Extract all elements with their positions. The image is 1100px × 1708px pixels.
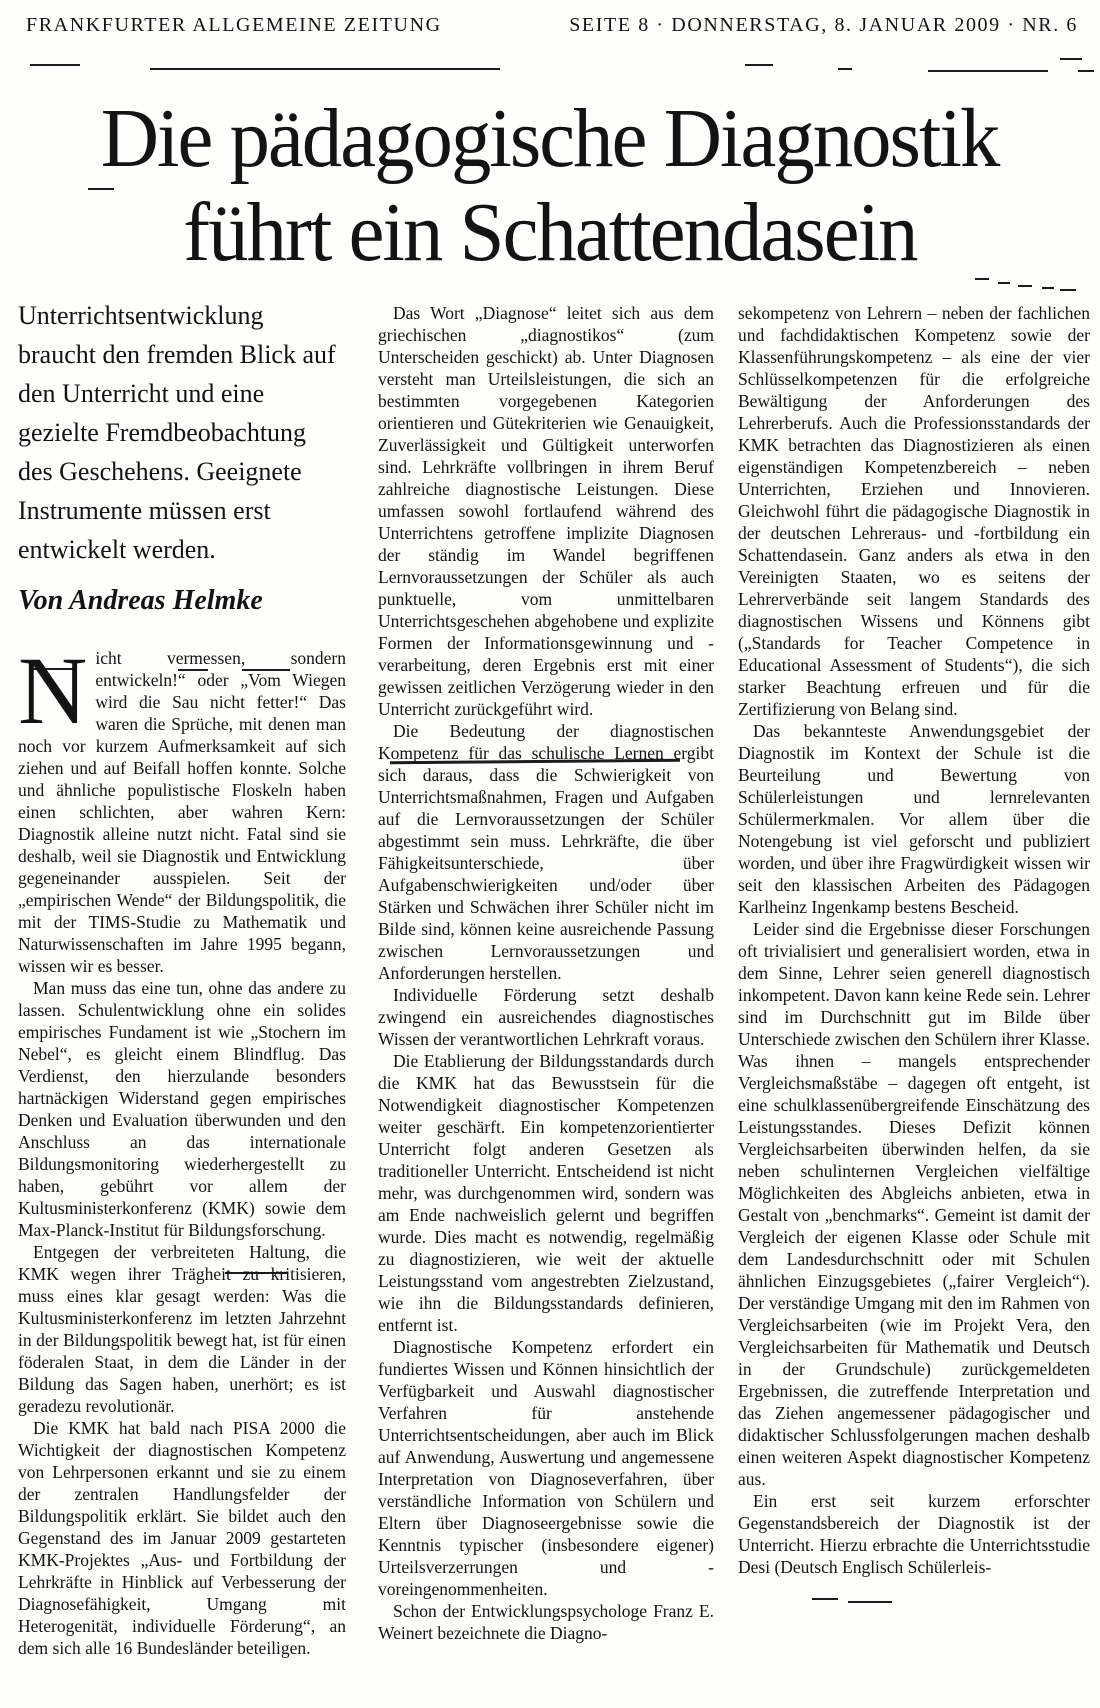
masthead	[26, 14, 1078, 37]
scan-artifact-line	[30, 64, 80, 66]
article-headline	[0, 92, 1100, 280]
article-paragraph: Entgegen der verbreiteten Haltung, die KMK wegen ihrer Trägheit zu kritisieren, muss eines klar gesagt werden: Was die Kultusministerkonferenz im letzten Jahrzehnt in der Bildungspolitik bewegt hat, ist für einen föderalen Staat, in dem die Länder in der Bildung das Sagen haben, unerhört; es ist geradezu revolutionär.	[18, 1242, 346, 1416]
masthead-issue-info: SEITE 8 · DONNERSTAG, 8. JANUAR 2009 · NR. 6	[569, 14, 1078, 36]
column-right	[738, 288, 1090, 1708]
masthead-paper-name: FRANKFURTER ALLGEMEINE ZEITUNG	[26, 14, 442, 36]
article-paragraph: Die Bedeutung der diagnostischen Kompetenz für das schulische Lernen ergibt sich daraus, dass die Schwierigkeit von Unterrichtsmaßnahmen, Fragen und Aufgaben auf die Lernvoraussetzungen der Schüler abgestimmt sein muss. Lehrkräfte, die über Fähigkeitsunterschiede, über Aufgabenschwierigkeiten und/oder über Stärken und Schwächen ihrer Schüler nicht im Bilde sind, können keine ausreichende Passung zwischen Lernvoraussetzungen und Anforderungen herstellen.	[378, 721, 714, 983]
article-paragraph: Nicht vermessen, sondern entwickeln!“ oder „Vom Wiegen wird die Sau nicht fetter!“ Das waren die Sprüche, mit denen man noch vor kurzem Aufmerksamkeit auf sich ziehen und auf Beifall hoffen konnte. Solche und ähnliche populistische Floskeln haben einen schlichten, aber wahren Kern: Diagnostik alleine nutzt nicht. Fatal sind sie deshalb, weil sie Diagnostik und Entwicklung gegeneinander ausspielen. Seit der „empirischen Wende“ der Bildungspolitik, die mit der TIMS-Studie zu Mathematik und Naturwissenschaften im Jahre 1995 begann, wissen wir es besser.	[18, 637, 346, 976]
column-middle-body	[378, 302, 714, 1644]
article-paragraph: Die KMK hat bald nach PISA 2000 die Wichtigkeit der diagnostischen Kompetenz von Lehrpersonen erkannt und sie zu einem der zentralen Handlungsfelder der Bildungspolitik erklärt. Sie bildet auch den Gegenstand des im Januar 2009 gestarteten KMK-Projektes „Aus- und Fortbildung der Lehrkräfte in Hinblick auf Verbesserung der Diagnosefähigkeit, Umgang mit Heterogenität, individuelle Förderung“, an dem sich alle 16 Bundesländer beteiligen.	[18, 1418, 346, 1658]
scan-artifact-line	[745, 64, 773, 66]
article-paragraph: Diagnostische Kompetenz erfordert ein fundiertes Wissen und Können hinsichtlich der Verfügbarkeit und Auswahl diagnostischer Verfahren für anstehende Unterrichtsentscheidungen, aber auch im Blick auf Anwendung, Auswertung und angemessene Interpretation von Diagnoseverfahren, über verständliche Information von Schülern und Eltern über Diagnoseergebnisse sowie die Kenntnis typischer (insbesondere eigener) Urteilsverzerrungen und -voreingenommenheiten.	[378, 1337, 714, 1599]
scan-artifact-line	[975, 278, 989, 280]
article-paragraph: sekompetenz von Lehrern – neben der fachlichen und fachdidaktischen Kompetenz sowie der Klassenführungskompetenz – als eine der vier Schlüsselkompetenzen für die erfolgreiche Bewältigung der Anforderungen des Lehrerberufs. Auch die Professionsstandards der KMK betrachten das Diagnostizieren als einen eigenständigen Kompetenzbereich – neben Unterrichten, Erziehen und Innovieren. Gleichwohl führt die pädagogische Diagnostik in der deutschen Lehreraus- und -fortbildung ein Schattendasein. Ganz anders als etwa in den Vereinigten Staaten, wo es seitens der Lehrerverbände seit langem Standards des diagnostischen Wissens und Könnens gibt („Standards for Teacher Competence in Educational Assessment of Students“), die sich starker Beachtung erfreuen und für die Zertifizierung von Belang sind.	[738, 303, 1090, 719]
scan-artifact-line	[1078, 70, 1094, 72]
article-paragraph: Individuelle Förderung setzt deshalb zwingend ein ausreichendes diagnostisches Wissen der verantwortlichen Lehrkraft voraus.	[378, 985, 714, 1049]
standfirst: Unterrichtsentwicklung braucht den fremden Blick auf den Unterricht und eine gezielte Fremdbeobachtung des Geschehens. Geeignete Instrumente müssen erst entwickelt werden.	[18, 301, 336, 564]
scan-artifact-line	[838, 68, 852, 70]
scan-artifact-line	[1018, 285, 1032, 287]
scan-artifact-line	[150, 68, 500, 70]
scan-artifact-line	[1060, 58, 1082, 60]
article-paragraph: Das Wort „Diagnose“ leitet sich aus dem griechischen „diagnostikos“ (zum Unterscheiden geschickt) ab. Unter Diagnosen versteht man Urteilsleistungen, die sich an bestimmten vorgegebenen Kategorien orientieren und Gütekriterien wie Genauigkeit, Zuverlässigkeit und Gültigkeit unterworfen sind. Lehrkräfte vollbringen in ihrem Beruf zahlreiche diagnostische Leistungen. Diese umfassen sowohl fortlaufend während des Unterrichtens getroffene implizite Diagnosen der ständig im Wandel begriffenen Lernvoraussetzungen der Schüler als auch punktuelle, vom unmittelbaren Unterrichtsgeschehen abgehobene und explizite Formen der Informationsgewinnung und -verarbeitung, deren Ergebnis erst mit einer gewissen zeitlichen Verzögerung wieder in den Unterricht zurückgeführt wird.	[378, 303, 714, 719]
column-right-body	[738, 302, 1090, 1578]
article-columns	[18, 288, 1090, 1708]
article-paragraph: Man muss das eine tun, ohne das andere zu lassen. Schulentwicklung ohne ein solides empirisches Fundament ist wie „Stochern im Nebel“, es gleicht einem Blindflug. Das Verdienst, den hierzulande besonders hartnäckigen Widerstand gegen empirisches Denken und Evaluation überwunden und den Anschluss an das internationale Bildungsmonitoring wiederhergestellt zu haben, gebührt vor allem der Kultusministerkonferenz (KMK) sowie dem Max-Planck-Institut für Bildungsforschung.	[18, 978, 346, 1240]
article-paragraph: Leider sind die Ergebnisse dieser Forschungen oft trivialisiert und generalisiert worden, etwa in dem Sinne, Lehrer seien generell diagnostisch inkompetent. Davon kann keine Rede sein. Lehrer sind im Durchschnitt gut im Bilde über Unterschiede zwischen den Schülern ihrer Klasse. Was ihnen – mangels entsprechender Vergleichsmaßstäbe – dagegen oft entgeht, ist eine schulklassenübergreifende Einschätzung des Leistungsstandes. Dieses Defizit können Vergleichsarbeiten überwinden helfen, da sie neben schulinternen Vergleichen vielfältige Möglichkeiten des Abgleichs anbieten, etwa in Gestalt von „benchmarks“. Gemeint ist damit der Vergleich der eigenen Klasse oder Schule mit dem Landesdurchschnitt oder mit Schulen ähnlichen Einzugsgebietes („fairer Vergleich“). Der verständige Umgang mit den im Rahmen von Vergleichsarbeiten (wie im Projekt Vera, den Vergleichsarbeiten für Mathematik und Deutsch in der Grundschule) zurückgemeldeten Ergebnissen, die zutreffende Interpretation und das Ziehen angemessener pädagogischer und didaktischer Schlussfolgerungen machen deshalb einen weiteren Aspekt diagnostischer Kompetenz aus.	[738, 919, 1090, 1489]
article-paragraph: Die Etablierung der Bildungsstandards durch die KMK hat das Bewusstsein für die Notwendigkeit diagnostischer Kompetenzen weiter geschärft. Ein kompetenzorientierter Unterricht folgt anderen Gesetzen als traditioneller Unterricht. Entscheidend ist nicht mehr, was durchgenommen wird, sondern was am Ende nachweislich gelernt und begriffen wurde. Dies macht es notwendig, regelmäßig zu diagnostizieren, wie weit der aktuelle Leistungsstand vom angestrebten Zielzustand, wie ihn die Bildungsstandards definieren, entfernt ist.	[378, 1051, 714, 1335]
column-left	[18, 288, 346, 1708]
scan-artifact-line	[998, 282, 1010, 284]
article-paragraph: Ein erst seit kurzem erforschter Gegenstandsbereich der Diagnostik ist der Unterricht. Hierzu erbrachte die Unterrichtsstudie Desi (Deutsch Englisch Schülerleis-	[738, 1491, 1090, 1577]
article-paragraph: Schon der Entwicklungspsychologe Franz E. Weinert bezeichnete die Diagno-	[378, 1601, 714, 1643]
headline-line-1: Die pädagogische Diagnostik	[101, 92, 999, 185]
column-left-body	[18, 637, 346, 1659]
scan-artifact-line	[928, 70, 1048, 72]
headline-line-2: führt ein Schattendasein	[183, 186, 917, 279]
drop-cap: N	[18, 637, 88, 744]
byline: Von Andreas Helmke	[18, 585, 263, 616]
scan-artifact-line	[88, 188, 114, 190]
article-paragraph: Das bekannteste Anwendungsgebiet der Diagnostik im Kontext der Schule ist die Beurteilung und Bewertung von Schülerleistungen und lernrelevanten Schülermerkmalen. Vor allem über die Notengebung ist viel geforscht und publiziert worden, und über ihre Fragwürdigkeit wissen wir seit den klassischen Arbeiten des Pädagogen Karlheinz Ingenkamp bestens Bescheid.	[738, 721, 1090, 917]
column-middle	[378, 288, 714, 1708]
